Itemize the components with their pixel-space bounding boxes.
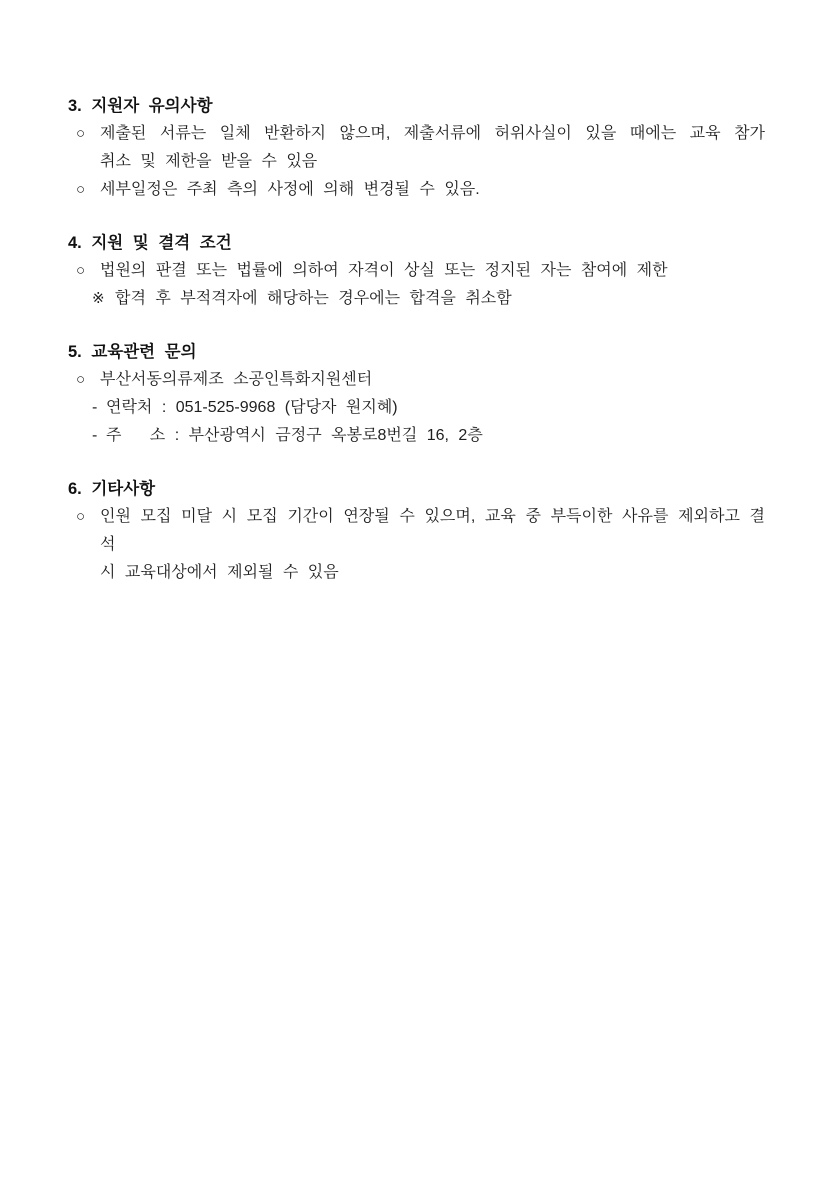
item-line: 주 소 : 부산광역시 금정구 옥봉로8번길 16, 2층 — [106, 427, 483, 444]
section-other-notes — [68, 475, 765, 587]
list-item — [76, 366, 765, 394]
item-line: 합격 후 부적격자에 해당하는 경우에는 합격을 취소함 — [115, 290, 512, 307]
dash-bullet-icon: - — [92, 427, 98, 444]
list-item-contact-phone — [92, 394, 765, 422]
list-item — [76, 120, 765, 176]
section-heading: 6. 기타사항 — [68, 480, 156, 498]
section-heading: 3. 지원자 유의사항 — [68, 97, 213, 115]
circle-bullet-icon: ○ — [76, 508, 86, 525]
dash-bullet-icon: - — [92, 399, 98, 416]
section-heading: 4. 지원 및 결격 조건 — [68, 234, 232, 252]
list-item — [76, 176, 765, 204]
list-item-contact-address — [92, 422, 765, 450]
section-applicant-notes — [68, 92, 765, 204]
section-eligibility-conditions — [68, 229, 765, 313]
item-line: 연락처 : 051-525-9968 (담당자 원지혜) — [106, 399, 398, 416]
circle-bullet-icon: ○ — [76, 125, 86, 142]
list-item — [76, 503, 765, 587]
item-line: 법원의 판결 또는 법률에 의하여 자격이 상실 또는 정지된 자는 참여에 제한 — [100, 262, 668, 279]
circle-bullet-icon: ○ — [76, 371, 86, 388]
item-line: 취소 및 제한을 받을 수 있음 — [100, 153, 318, 170]
list-item — [92, 285, 765, 313]
item-line: 제출된 서류는 일체 반환하지 않으며, 제출서류에 허위사실이 있을 때에는 교육 참가 — [100, 125, 765, 142]
item-line: 세부일정은 주최 측의 사정에 의해 변경될 수 있음. — [100, 181, 480, 198]
circle-bullet-icon: ○ — [76, 262, 86, 279]
item-line: 부산서동의류제조 소공인특화지원센터 — [100, 371, 373, 388]
item-line: 인원 모집 미달 시 모집 기간이 연장될 수 있으며, 교육 중 부득이한 사유를 제외하고 결석 — [100, 508, 765, 553]
item-line: 시 교육대상에서 제외될 수 있음 — [100, 564, 339, 581]
circle-bullet-icon: ○ — [76, 181, 86, 198]
reference-mark-icon: ※ — [92, 290, 105, 307]
list-item — [76, 257, 765, 285]
section-education-contact — [68, 338, 765, 450]
section-heading: 5. 교육관련 문의 — [68, 343, 197, 361]
